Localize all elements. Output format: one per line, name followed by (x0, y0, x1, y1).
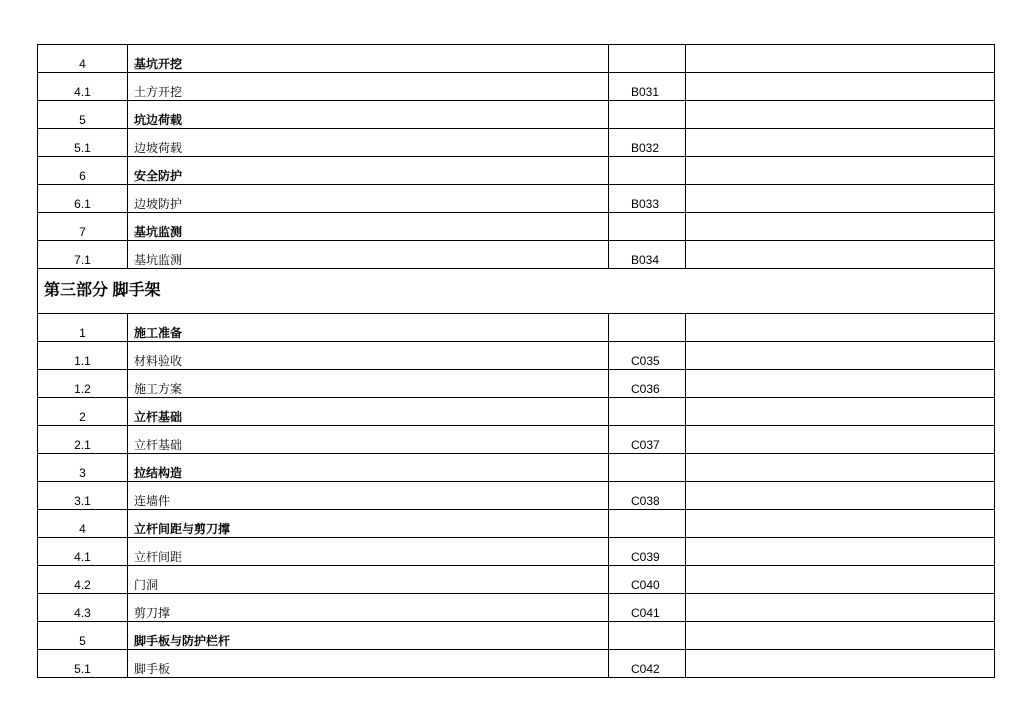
row-blank-cell (686, 482, 995, 510)
row-blank-cell (686, 314, 995, 342)
row-name: 立杆间距与剪刀撑 (128, 510, 609, 538)
group-row (38, 454, 995, 482)
row-blank-cell (686, 566, 995, 594)
row-number: 4.3 (38, 594, 128, 622)
row-name: 立杆基础 (128, 426, 609, 454)
row-name: 脚手板 (128, 650, 609, 678)
row-blank-cell (686, 398, 995, 426)
row-code (609, 622, 686, 650)
row-number: 2.1 (38, 426, 128, 454)
row-number: 5.1 (38, 650, 128, 678)
row-number: 4.1 (38, 73, 128, 101)
group-row (38, 157, 995, 185)
row-blank-cell (686, 650, 995, 678)
row-number: 3 (38, 454, 128, 482)
row-number: 4 (38, 510, 128, 538)
row-blank-cell (686, 594, 995, 622)
row-name: 脚手板与防护栏杆 (128, 622, 609, 650)
row-blank-cell (686, 101, 995, 129)
row-code (609, 213, 686, 241)
row-code (609, 314, 686, 342)
row-name: 土方开挖 (128, 73, 609, 101)
item-row (38, 370, 995, 398)
row-code (609, 45, 686, 73)
section-header-row (38, 269, 995, 314)
row-code: C037 (609, 426, 686, 454)
group-row (38, 398, 995, 426)
row-number: 3.1 (38, 482, 128, 510)
row-number: 1.1 (38, 342, 128, 370)
item-row (38, 538, 995, 566)
row-name: 门洞 (128, 566, 609, 594)
row-code (609, 157, 686, 185)
row-name: 边坡防护 (128, 185, 609, 213)
row-number: 6.1 (38, 185, 128, 213)
row-code: C038 (609, 482, 686, 510)
row-code: B034 (609, 241, 686, 269)
row-name: 安全防护 (128, 157, 609, 185)
row-name: 立杆基础 (128, 398, 609, 426)
row-blank-cell (686, 622, 995, 650)
row-code: C042 (609, 650, 686, 678)
group-row (38, 101, 995, 129)
row-code: C041 (609, 594, 686, 622)
item-row (38, 594, 995, 622)
row-name: 坑边荷载 (128, 101, 609, 129)
item-row (38, 426, 995, 454)
row-number: 5 (38, 622, 128, 650)
row-blank-cell (686, 426, 995, 454)
inspection-table (37, 44, 995, 678)
row-code: C036 (609, 370, 686, 398)
row-code: B031 (609, 73, 686, 101)
row-number: 1 (38, 314, 128, 342)
row-number: 2 (38, 398, 128, 426)
row-name: 剪刀撑 (128, 594, 609, 622)
row-number: 7 (38, 213, 128, 241)
row-blank-cell (686, 213, 995, 241)
row-code: C035 (609, 342, 686, 370)
row-name: 材料验收 (128, 342, 609, 370)
row-blank-cell (686, 241, 995, 269)
row-name: 施工准备 (128, 314, 609, 342)
row-number: 7.1 (38, 241, 128, 269)
item-row (38, 129, 995, 157)
row-blank-cell (686, 73, 995, 101)
row-number: 5.1 (38, 129, 128, 157)
row-blank-cell (686, 45, 995, 73)
row-name: 基坑开挖 (128, 45, 609, 73)
item-row (38, 241, 995, 269)
item-row (38, 185, 995, 213)
group-row (38, 213, 995, 241)
row-code: B033 (609, 185, 686, 213)
row-blank-cell (686, 157, 995, 185)
row-code: B032 (609, 129, 686, 157)
row-name: 边坡荷载 (128, 129, 609, 157)
group-row (38, 510, 995, 538)
row-name: 施工方案 (128, 370, 609, 398)
row-blank-cell (686, 370, 995, 398)
item-row (38, 73, 995, 101)
row-number: 6 (38, 157, 128, 185)
row-number: 1.2 (38, 370, 128, 398)
row-number: 4.2 (38, 566, 128, 594)
row-number: 4 (38, 45, 128, 73)
row-code (609, 510, 686, 538)
table-body (38, 45, 995, 678)
group-row (38, 45, 995, 73)
row-code (609, 101, 686, 129)
row-name: 拉结构造 (128, 454, 609, 482)
item-row (38, 482, 995, 510)
row-blank-cell (686, 342, 995, 370)
row-name: 立杆间距 (128, 538, 609, 566)
row-name: 基坑监测 (128, 213, 609, 241)
item-row (38, 650, 995, 678)
row-blank-cell (686, 185, 995, 213)
row-code: C039 (609, 538, 686, 566)
row-blank-cell (686, 129, 995, 157)
item-row (38, 342, 995, 370)
row-name: 连墙件 (128, 482, 609, 510)
row-blank-cell (686, 510, 995, 538)
item-row (38, 566, 995, 594)
row-blank-cell (686, 538, 995, 566)
row-code (609, 398, 686, 426)
section-title: 第三部分 脚手架 (38, 269, 995, 314)
row-code (609, 454, 686, 482)
row-number: 5 (38, 101, 128, 129)
row-blank-cell (686, 454, 995, 482)
row-number: 4.1 (38, 538, 128, 566)
row-code: C040 (609, 566, 686, 594)
row-name: 基坑监测 (128, 241, 609, 269)
group-row (38, 314, 995, 342)
group-row (38, 622, 995, 650)
